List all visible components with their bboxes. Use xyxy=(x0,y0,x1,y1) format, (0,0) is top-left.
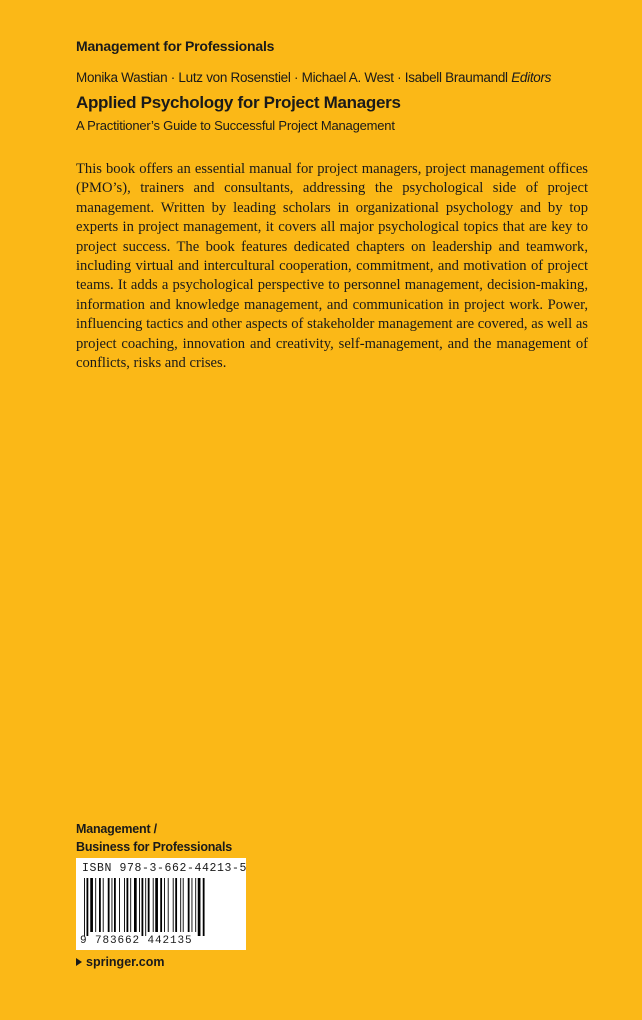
series-title-top: Management for Professionals xyxy=(76,38,275,54)
editors-line xyxy=(76,70,551,85)
barcode-icon xyxy=(82,878,240,936)
series-title-bottom xyxy=(76,820,232,856)
editors-role: Editors xyxy=(511,70,552,85)
barcode-digits: 9 783662 442135 xyxy=(80,935,193,947)
arrow-right-icon xyxy=(76,958,82,966)
book-subtitle: A Practitioner’s Guide to Successful Project Management xyxy=(76,118,395,133)
isbn-barcode xyxy=(76,858,246,950)
editor-names: Monika Wastian · Lutz von Rosenstiel · Michael A. West · Isabell Braumandl xyxy=(76,70,508,85)
isbn-label: ISBN 978-3-662-44213-5 xyxy=(82,862,248,875)
book-description: This book offers an essential manual for project managers, project management offices (PMO’s), trainers and consultants, addressing the psychological side of project management. Written by leading scholars in organizational psychology and by top experts in project management, it covers all major psychological topics that are key to project success. The book features dedicated chapters on leadership and teamwork, including virtual and intercultural cooperation, commitment, and motivation of project teams. It adds a psychological perspective to personnel management, decision-making, information and knowledge management, and communication in project work. Power, influencing tactics and other aspects of stakeholder management are covered, as well as project coaching, innovation and creativity, self-management, and the management of conflicts, risks and crises. xyxy=(76,161,588,372)
series-line-1: Management / xyxy=(76,822,157,836)
book-title: Applied Psychology for Project Managers xyxy=(76,93,401,112)
springer-link[interactable] xyxy=(76,955,165,969)
springer-link-text: springer.com xyxy=(86,955,165,969)
series-line-2: Business for Professionals xyxy=(76,840,232,854)
